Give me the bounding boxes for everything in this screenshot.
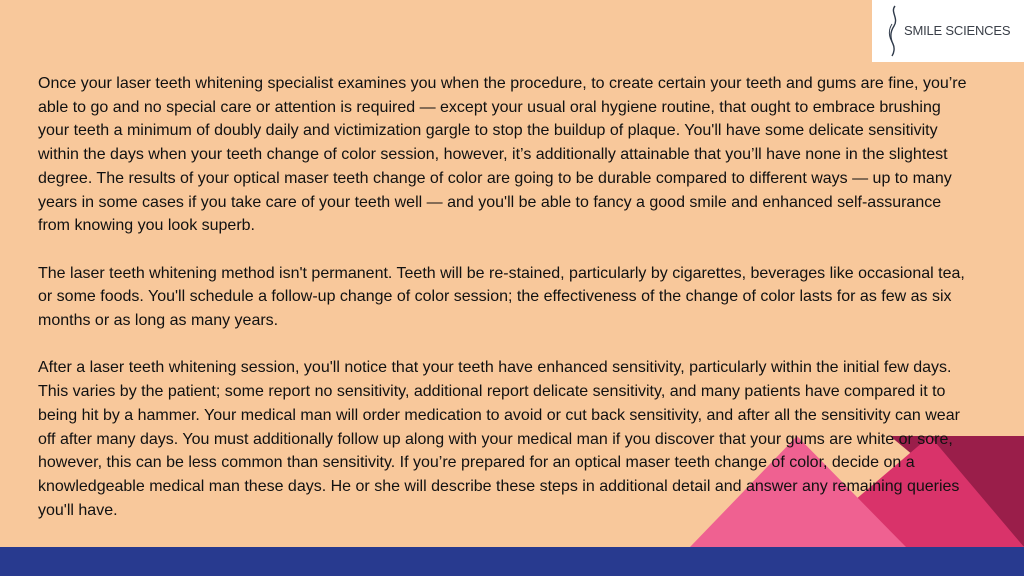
smile-sciences-logo [872,0,1024,62]
paragraph-aftercare: Once your laser teeth whitening specialist examines you when the procedure, to create certain your teeth and gums are fine, you’re able to go and no special care or attention is required — except your usual oral hygiene routine, that ought to embrace brushing your teeth a minimum of doubly daily and victimization gargle to stop the buildup of plaque. You'll have some delicate sensitivity within the days when your teeth change of color session, however, it’s additionally attainable that you’ll have none in the slightest degree. The results of your optical maser teeth change of color are going to be durable compared to different ways — up to many years in some cases if you take care of your teeth well — and you'll be able to fancy a good smile and enhanced self-assurance from knowing you look superb. [38,75,967,235]
paragraph-permanence: The laser teeth whitening method isn't permanent. Teeth will be re-stained, particularly by cigarettes, beverages like occasional tea, or some foods. You'll schedule a follow-up change of color session; the effectiveness of the change of color lasts for as few as six months or as long as many years. [38,264,965,330]
tooth-swirl-icon [886,4,902,58]
paragraph-sensitivity: After a laser teeth whitening session, you'll notice that your teeth have enhanced sensitivity, particularly within the initial few days. This varies by the patient; some report no sensitivity, additional report delicate sensitivity, and many patients have compared it to being hit by a hammer. Your medical man will order medication to avoid or cut back sensitivity, and after all the sensitivity can wear off after many days. You must additionally follow up along with your medical man if you discover that your gums are white or sore, however, this can be less common than sensitivity. If you’re prepared for an optical maser teeth change of color, decide on a knowledgeable medical man these days. He or she will describe these steps in additional detail and answer any remaining queries you'll have. [38,359,960,519]
logo-text: SMILE SCIENCES [904,23,1011,38]
article-body [38,72,973,546]
footer-bar [0,547,1024,576]
